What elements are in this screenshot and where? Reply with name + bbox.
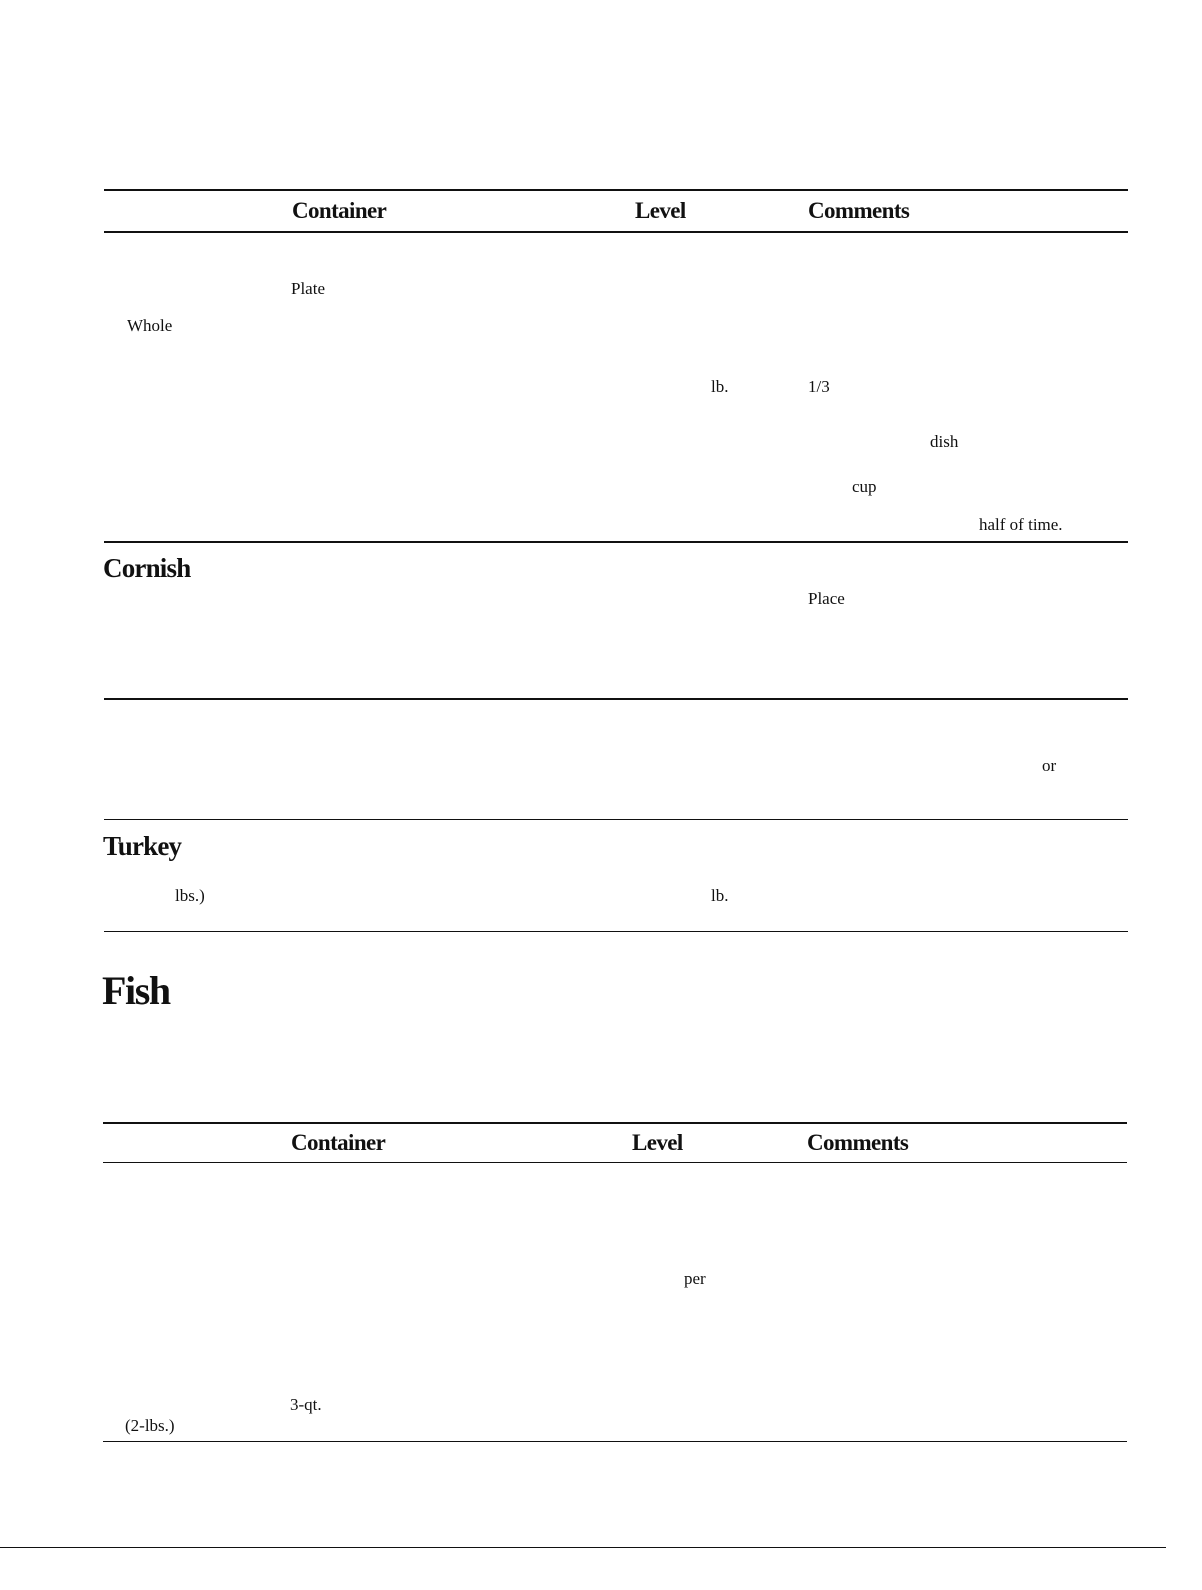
container-cell-plate: Plate (291, 279, 325, 298)
comments-cell-one-third: 1/3 (808, 377, 830, 396)
turkey-row-label: Turkey (103, 831, 182, 861)
item-cell-whole: Whole (127, 316, 173, 335)
row-divider-after-cornish (104, 698, 1128, 700)
level-column-header: Level (635, 198, 686, 223)
fish-level-cell-per: per (684, 1269, 706, 1288)
comments-column-header: Comments (808, 198, 910, 223)
comments-cell-place: Place (808, 589, 845, 608)
comments-cell-or: or (1042, 756, 1057, 775)
turkey-cell-lbs: lbs.) (175, 886, 205, 905)
comments-cell-dish: dish (930, 432, 959, 451)
fish-level-column-header: Level (632, 1130, 683, 1155)
fish-section-title: Fish (102, 968, 170, 1013)
comments-cell-half-of-time: half of time. (979, 515, 1063, 534)
container-column-header: Container (292, 198, 387, 223)
fish-table-top-rule (103, 1122, 1127, 1124)
fish-table-header-rule (103, 1162, 1127, 1163)
fish-table-bottom-rule (103, 1441, 1127, 1442)
fish-comments-column-header: Comments (807, 1130, 909, 1155)
comments-cell-cup: cup (852, 477, 877, 496)
fish-container-column-header: Container (291, 1130, 386, 1155)
page-footer-rule (0, 1547, 1166, 1548)
fish-item-cell-2lbs: (2-lbs.) (125, 1416, 175, 1435)
level-cell-lb: lb. (711, 377, 729, 396)
row-divider-cornish (104, 541, 1128, 543)
row-divider-turkey (104, 819, 1128, 820)
turkey-level-lb: lb. (711, 886, 729, 905)
fish-container-cell-3qt: 3-qt. (290, 1395, 322, 1414)
cornish-row-label: Cornish (103, 553, 191, 583)
table-top-rule (104, 189, 1128, 191)
table-bottom-rule (104, 931, 1128, 932)
table-header-rule (104, 231, 1128, 233)
